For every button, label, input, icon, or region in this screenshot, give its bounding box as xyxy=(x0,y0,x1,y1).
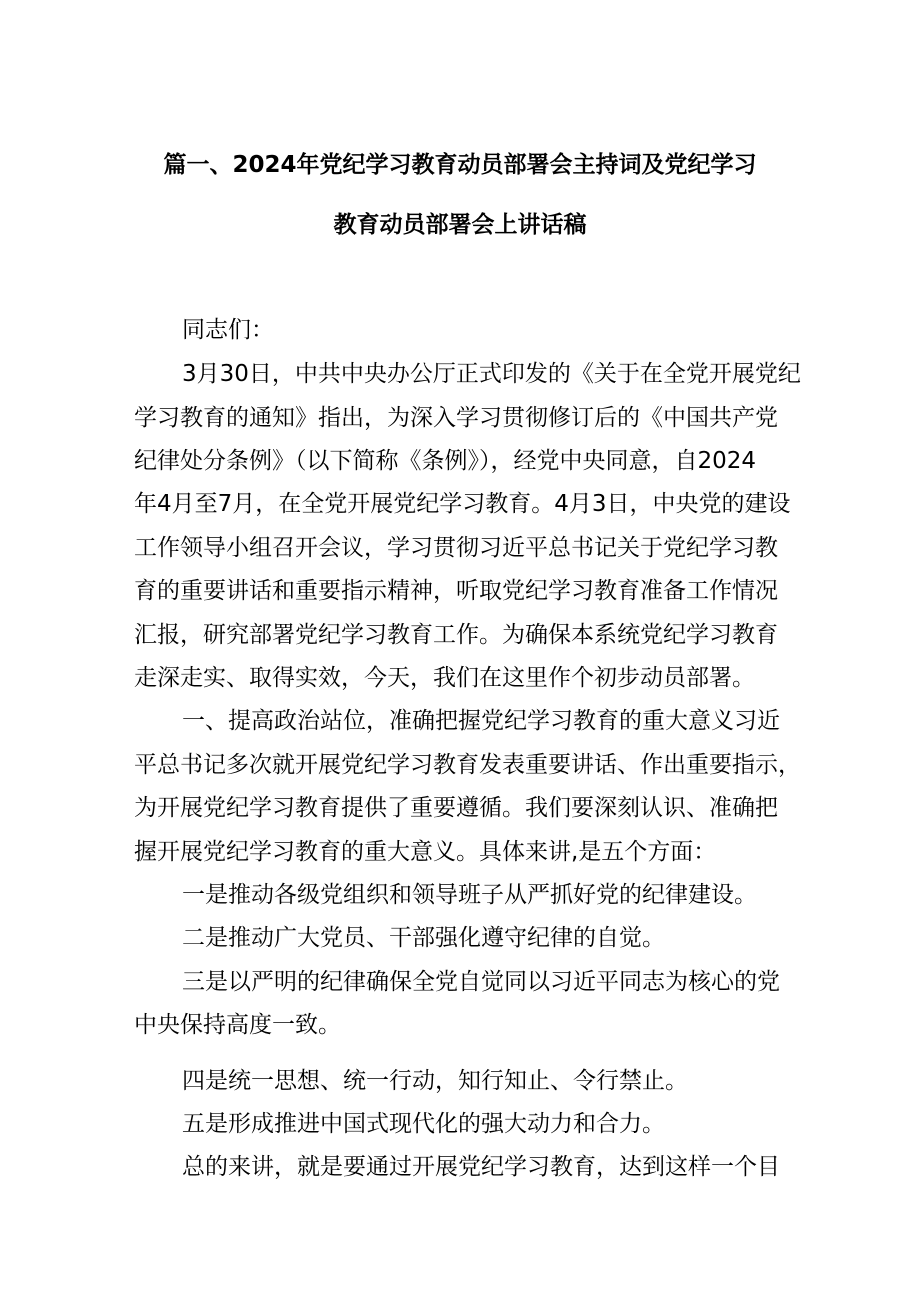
body-line: 走深走实、取得实效，今天，我们在这里作个初步动员部署。 xyxy=(134,665,755,691)
document-title-line-2: 教育动员部署会上讲话稿 xyxy=(333,212,587,238)
list-item: 三是以严明的纪律确保全党自觉同以习近平同志为核心的党 xyxy=(182,969,780,995)
document-title-line-1: 篇一、2024年党纪学习教育动员部署会主持词及党纪学习 xyxy=(163,152,757,178)
list-item: 五是形成推进中国式现代化的强大动力和合力。 xyxy=(182,1111,665,1137)
body-line: 汇报，研究部署党纪学习教育工作。为确保本系统党纪学习教育 xyxy=(134,622,778,648)
body-line: 中央保持高度一致。 xyxy=(134,1012,341,1038)
body-line: 纪律处分条例》（以下简称《条例》），经党中央同意，自2024 xyxy=(134,448,757,474)
body-line: 年4月至7月，在全党开展党纪学习教育。4月3日，中央党的建设 xyxy=(134,491,791,517)
body-line: 总的来讲，就是要通过开展党纪学习教育，达到这样一个目 xyxy=(182,1154,780,1180)
body-line: 为开展党纪学习教育提供了重要遵循。我们要深刻认识、准确把 xyxy=(134,795,778,821)
section-heading-line: 一、提高政治站位，准确把握党纪学习教育的重大意义习近 xyxy=(182,708,780,734)
body-line: 平总书记多次就开展党纪学习教育发表重要讲话、作出重要指示， xyxy=(134,752,801,778)
body-line: 育的重要讲话和重要指示精神，听取党纪学习教育准备工作情况 xyxy=(134,578,778,604)
body-line: 工作领导小组召开会议，学习贯彻习近平总书记关于党纪学习教 xyxy=(134,535,778,561)
body-line: 3月30日，中共中央办公厅正式印发的《关于在全党开展党纪 xyxy=(182,361,801,387)
list-item: 一是推动各级党组织和领导班子从严抓好党的纪律建设。 xyxy=(182,882,757,908)
salutation: 同志们： xyxy=(182,317,274,343)
body-line: 握开展党纪学习教育的重大意义。具体来讲,是五个方面： xyxy=(134,839,717,865)
body-line: 学习教育的通知》指出，为深入学习贯彻修订后的《中国共产党 xyxy=(134,405,778,431)
list-item: 四是统一思想、统一行动，知行知止、令行禁止。 xyxy=(182,1068,688,1094)
list-item: 二是推动广大党员、干部强化遵守纪律的自觉。 xyxy=(182,925,665,951)
